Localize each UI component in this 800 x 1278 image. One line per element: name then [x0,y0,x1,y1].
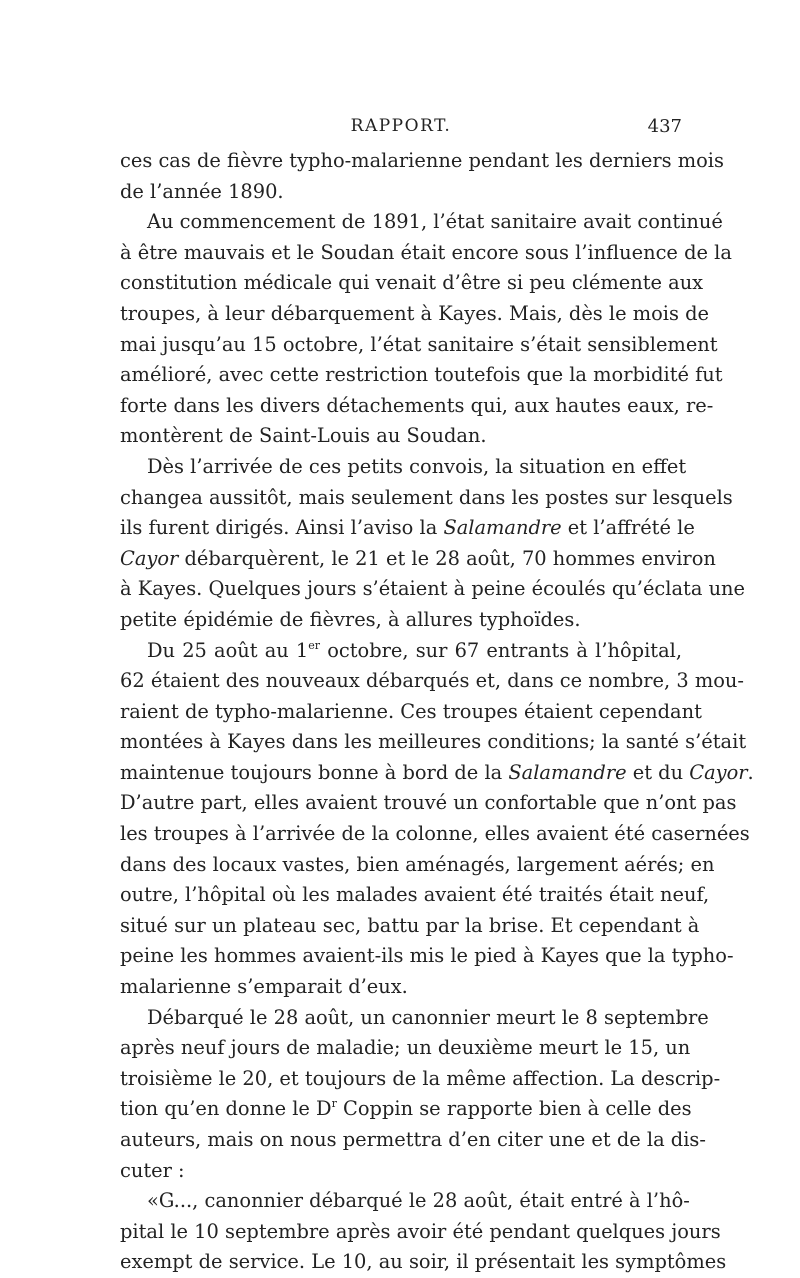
text-line: auteurs, mais on nous permettra d’en citer une et de la dis- [120,1128,706,1151]
body-text [120,146,754,1278]
text-line: malarienne s’emparait d’eux. [120,975,408,999]
text-line: changea aussitôt, mais seulement dans les postes sur lesquels [120,485,733,509]
text-line: après neuf jours de maladie; un deuxième meurt le 15, un [120,1036,691,1060]
text-line: ils furent dirigés. Ainsi l’aviso la Salamandre et l’affrété le [120,516,695,540]
text-line: ces cas de fièvre typho-malarienne pendant les derniers mois [120,149,724,172]
text-line: maintenue toujours bonne à bord de la Salamandre et du Cayor. [120,760,754,784]
text-line: raient de typho-malarienne. Ces troupes étaient cependant [120,699,702,723]
text-line: Au commencement de 1891, l’état sanitaire avait continué [147,210,723,234]
text-line: montèrent de Saint-Louis au Soudan. [120,424,487,448]
italic-title: Salamandre [508,760,627,784]
page-header [120,116,682,146]
text-line: situé sur un plateau sec, battu par la brise. Et cependant à [120,913,700,937]
italic-title: Cayor [120,546,179,570]
text-line: troisième le 20, et toujours de la même affection. La descrip- [120,1066,721,1090]
text-line: peine les hommes avaient-ils mis le pied à Kayes que la typho- [120,944,734,968]
text-line: mai jusqu’au 15 octobre, l’état sanitaire s’était sensiblement [120,332,718,356]
text-line: amélioré, avec cette restriction toutefois que la morbidité fut [120,363,723,387]
text-line: Débarqué le 28 août, un canonnier meurt le 8 septembre [147,1005,709,1029]
italic-title: Salamandre [443,516,562,540]
superscript: r [331,1097,337,1111]
text-line: exempt de service. Le 10, au soir, il présentait les symptômes [120,1250,727,1274]
text-line: Dès l’arrivée de ces petits convois, la situation en effet [147,454,687,478]
page-number: 437 [647,116,682,137]
running-head: RAPPORT. [350,116,452,136]
text-line: petite épidémie de fièvres, à allures typhoïdes. [120,607,581,631]
text-line: cuter : [120,1158,185,1182]
text-line: troupes, à leur débarquement à Kayes. Mais, dès le mois de [120,301,710,325]
text-line: forte dans les divers détachements qui, aux hautes eaux, re- [120,393,714,417]
text-line: à être mauvais et le Soudan était encore sous l’influence de la [120,240,732,264]
superscript: er [308,638,321,652]
text-line: 62 étaient des nouveaux débarqués et, dans ce nombre, 3 mou- [120,669,744,693]
text-line: outre, l’hôpital où les malades avaient été traités était neuf, [120,883,710,907]
text-line: les troupes à l’arrivée de la colonne, elles avaient été casernées [120,822,750,846]
text-line: pital le 10 septembre après avoir été pendant quelques jours [120,1219,721,1243]
text-line: «G..., canonnier débarqué le 28 août, était entré à l’hô- [147,1189,690,1213]
text-line: constitution médicale qui venait d’être si peu clémente aux [120,271,704,295]
text-line: à Kayes. Quelques jours s’étaient à peine écoulés qu’éclata une [120,577,746,601]
text-line: montées à Kayes dans les meilleures conditions; la santé s’était [120,730,747,754]
text-line: dans des locaux vastes, bien aménagés, largement aérés; en [120,852,715,876]
text-line: D’autre part, elles avaient trouvé un confortable que n’ont pas [120,791,737,815]
text-line: Cayor débarquèrent, le 21 et le 28 août, 70 hommes environ [120,546,716,570]
text-line: tion qu’en donne le $D^r$ Coppin se rapporte bien à celle des [120,1097,692,1121]
text-line: de l’année 1890. [120,179,284,203]
text-line: Du 25 août au 1er octobre, sur 67 entrants à l’hôpital, [147,638,682,662]
italic-title: Cayor [689,760,748,784]
